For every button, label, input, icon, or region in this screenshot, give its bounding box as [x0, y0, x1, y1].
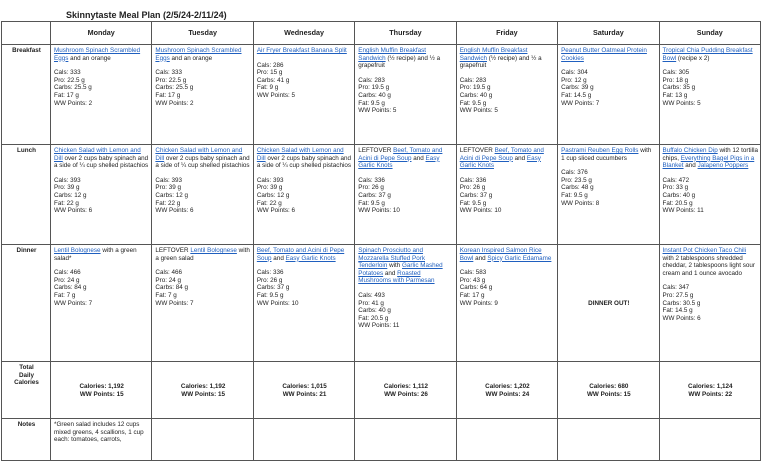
meal-description: [460, 147, 555, 170]
nutrition-stat: WW Points: 7: [54, 299, 93, 307]
nutrition-stat: Carbs: 39 g: [561, 84, 594, 92]
meal-description: [155, 147, 250, 170]
spacer: [257, 55, 352, 62]
nutrition-stat: WW Points: 5: [459, 107, 498, 115]
meal-description: [155, 47, 250, 62]
nutrition-stat: Carbs: 48 g: [561, 184, 594, 192]
nutrition-stat: Fat: 9 g: [256, 84, 279, 92]
nutrition-stat: Carbs: 84 g: [155, 284, 188, 292]
spacer: [663, 170, 758, 177]
recipe-link[interactable]: Buffalo Chicken Dip: [662, 147, 718, 154]
nutrition-stat: Pro: 41 g: [358, 299, 384, 307]
nutrition-stat: Pro: 26 g: [256, 276, 283, 284]
meal-description: [358, 247, 453, 285]
daily-ww-points: WW Points: 22: [688, 390, 733, 398]
nutrition-stat: Pro: 22.5 g: [54, 76, 85, 84]
lunch-cell: [253, 145, 354, 245]
nutrition-stat: WW Points: 10: [459, 207, 502, 215]
spacer: [663, 62, 758, 69]
nutrition-stat: Cals: 333: [155, 69, 183, 77]
nutrition-stat: WW Points: 10: [358, 207, 400, 215]
meal-description: [663, 247, 758, 277]
nutrition-stat: WW Points: 2: [155, 99, 194, 107]
recipe-link[interactable]: Everything Bagel Pigs in a Blanket: [662, 154, 755, 170]
nutrition-stat: Fat: 9.5 g: [358, 199, 385, 207]
meal-text: and an orange: [169, 54, 213, 62]
nutrition-stat: Pro: 39 g: [155, 184, 181, 192]
nutrition-stat: Cals: 333: [54, 69, 81, 77]
nutrition-stat: Pro: 43 g: [459, 276, 486, 284]
nutrition-stat: Fat: 17 g: [54, 91, 79, 99]
row-label-dinner: Dinner: [2, 245, 51, 362]
recipe-link[interactable]: Peanut Butter Oatmeal Protein Cookies: [561, 47, 647, 62]
breakfast-cell: [51, 45, 152, 145]
recipe-link[interactable]: Mushroom Spinach Scrambled Eggs: [155, 47, 242, 62]
meal-text: (½ recipe) and ½ a grapefruit: [459, 54, 542, 70]
nutrition-stat: Pro: 26 g: [459, 184, 486, 192]
meal-text: over 2 cups baby spinach and a side of ¼ cup shelled pistachios: [256, 154, 352, 170]
meal-description: [663, 47, 758, 62]
spacer: [561, 162, 656, 169]
lunch-cell: [659, 145, 760, 245]
recipe-link[interactable]: Lentil Bolognese: [190, 247, 237, 254]
breakfast-row: [2, 45, 761, 145]
nutrition-stat: WW Points: 5: [662, 99, 701, 107]
nutrition-stat: Fat: 7 g: [54, 291, 76, 299]
nutrition-stat: Carbs: 35 g: [662, 84, 696, 92]
daily-calories: Calories: 1,192: [79, 382, 124, 390]
day-header: Friday: [456, 22, 557, 45]
daily-calories: Calories: 1,192: [180, 382, 226, 390]
spacer: [663, 277, 758, 284]
spacer: [155, 262, 250, 269]
row-label-breakfast: Breakfast: [2, 45, 51, 145]
spacer: [460, 170, 555, 177]
nutrition-stat: Carbs: 25.5 g: [54, 84, 92, 92]
day-header: Monday: [51, 22, 152, 45]
row-label-total-line: Total: [19, 364, 34, 371]
row-label-total-line: Daily: [18, 371, 35, 379]
spacer: [155, 170, 250, 177]
meal-text: and: [271, 254, 286, 262]
recipe-link[interactable]: Lentil Bolognese: [54, 247, 101, 254]
day-header: Wednesday: [253, 22, 354, 45]
nutrition-stat: Carbs: 40 g: [358, 307, 391, 315]
corner-cell: [2, 22, 51, 45]
lunch-cell: [51, 145, 152, 245]
nutrition-stat: Carbs: 40 g: [459, 91, 493, 99]
breakfast-cell: [659, 45, 760, 145]
nutrition-stat: Fat: 22 g: [155, 199, 181, 207]
nutrition-stat: WW Points: 6: [54, 207, 93, 215]
day-header: Thursday: [355, 22, 456, 45]
nutrition-stat: Pro: 33 g: [662, 184, 689, 192]
recipe-link[interactable]: English Muffin Breakfast Sandwich: [459, 47, 528, 62]
header-row: [2, 22, 761, 45]
nutrition-stat: Fat: 7 g: [155, 291, 177, 299]
meal-description: [155, 247, 250, 262]
nutrition-stat: Fat: 22 g: [256, 199, 282, 207]
nutrition-stat: Cals: 466: [54, 269, 81, 277]
nutrition-stat: Carbs: 40 g: [662, 191, 696, 199]
dinner-cell: [152, 245, 253, 362]
nutrition-stat: Fat: 17 g: [459, 291, 485, 299]
meal-text: over 2 cups baby spinach and a side of ¼ cup shelled pistachios: [54, 154, 149, 170]
recipe-link[interactable]: Jalapeno Poppers: [697, 162, 749, 170]
meal-description: [257, 47, 352, 55]
breakfast-cell: [456, 45, 557, 145]
spacer: [54, 170, 149, 177]
notes-row: [2, 419, 761, 461]
dinner-cell: [51, 245, 152, 362]
spacer: [460, 70, 555, 77]
spacer: [54, 62, 149, 69]
meal-description: [358, 47, 453, 70]
recipe-link[interactable]: Spinach Prosciutto and Mozzarella Stuffed Pork Tenderloin: [358, 247, 425, 270]
recipe-link[interactable]: Garlic Mashed Potatoes: [358, 262, 443, 277]
meal-text: (recipe x 2): [676, 54, 710, 62]
nutrition-stat: Fat: 14.5 g: [662, 307, 693, 315]
lunch-cell: [456, 145, 557, 245]
daily-calories: Calories: 1,124: [688, 382, 733, 390]
nutrition-stat: Pro: 27.5 g: [662, 291, 694, 299]
meal-text: with 1 cup sliced cucumbers: [561, 147, 652, 162]
nutrition-stat: Pro: 12 g: [561, 76, 587, 84]
lunch-cell: [355, 145, 456, 245]
row-label-lunch: Lunch: [2, 145, 51, 245]
dinner-cell: [659, 245, 760, 362]
meal-text: and: [683, 162, 698, 170]
recipe-link[interactable]: Easy Garlic Knots: [285, 254, 336, 262]
meal-text: with a green salad*: [54, 247, 137, 262]
nutrition-stat: Fat: 22 g: [54, 199, 79, 207]
recipe-link[interactable]: Korean Inspired Salmon Rice Bowl: [459, 247, 542, 262]
dinner-row: [2, 245, 761, 362]
daily-ww-points: WW Points: 21: [282, 390, 327, 398]
daily-ww-points: WW Points: 15: [79, 390, 124, 398]
meal-text: (½ recipe) and ½ a grapefruit: [358, 54, 441, 70]
nutrition-stat: Carbs: 41 g: [256, 76, 290, 84]
meal-description: [460, 247, 555, 262]
meal-text: with: [387, 262, 403, 270]
nutrition-stat: Pro: 18 g: [662, 76, 689, 84]
nutrition-stat: WW Points: 5: [358, 107, 397, 115]
recipe-link[interactable]: Chicken Salad with Lemon and Dill: [155, 147, 243, 162]
dinner-cell: [558, 245, 659, 362]
nutrition-stat: Fat: 9.5 g: [561, 191, 588, 199]
notes-cell: [558, 419, 659, 461]
nutrition-stat: Cals: 393: [155, 176, 183, 184]
daily-ww-points: WW Points: 24: [485, 390, 530, 398]
meal-description: [663, 147, 758, 170]
lunch-cell: [152, 145, 253, 245]
nutrition-stat: WW Points: 9: [459, 299, 498, 307]
meal-description: [54, 147, 149, 170]
spacer: [460, 262, 555, 269]
nutrition-stat: WW Points: 10: [256, 299, 299, 307]
daily-calories: Calories: 680: [589, 382, 629, 390]
nutrition-stat: Pro: 19.5 g: [459, 84, 491, 92]
nutrition-stat: Carbs: 37 g: [358, 191, 391, 199]
recipe-link[interactable]: Easy Garlic Knots: [459, 154, 541, 170]
notes-cell: [456, 419, 557, 461]
dinner-cell: [253, 245, 354, 362]
nutrition-stat: Carbs: 84 g: [54, 284, 87, 292]
meal-text: LEFTOVER: [459, 147, 495, 154]
daily-calories: Calories: 1,202: [485, 382, 530, 390]
recipe-link[interactable]: Chicken Salad with Lemon and Dill: [256, 147, 344, 162]
nutrition-stat: Fat: 20.5 g: [662, 199, 693, 207]
spacer: [358, 285, 453, 292]
nutrition-stat: Pro: 22.5 g: [155, 76, 187, 84]
nutrition-stat: Fat: 20.5 g: [358, 314, 389, 322]
meal-text: LEFTOVER: [358, 147, 394, 154]
day-header: Saturday: [558, 22, 659, 45]
meal-description: [358, 147, 453, 170]
meal-description: [257, 147, 352, 170]
spacer: [561, 62, 656, 69]
nutrition-stat: Fat: 9.5 g: [256, 291, 284, 299]
meal-description: [561, 47, 656, 62]
nutrition-stat: Carbs: 37 g: [256, 284, 290, 292]
nutrition-stat: Cals: 347: [662, 284, 690, 292]
meal-text: LEFTOVER: [155, 247, 191, 254]
meal-text: with 12 tortilla chips,: [662, 147, 758, 162]
breakfast-cell: [152, 45, 253, 145]
nutrition-stat: WW Points: 5: [256, 91, 295, 99]
meal-plan-table: [1, 21, 761, 461]
spacer: [155, 62, 250, 69]
nutrition-stat: Carbs: 64 g: [459, 284, 493, 292]
meal-description: [460, 47, 555, 70]
nutrition-stat: Fat: 9.5 g: [459, 99, 487, 107]
notes-cell: [355, 419, 456, 461]
nutrition-stat: Cals: 336: [459, 176, 487, 184]
meal-text: and: [512, 154, 527, 162]
nutrition-stat: Carbs: 40 g: [358, 91, 391, 99]
meal-text: over 2 cups baby spinach and a side of ¼ cup shelled pistachios: [155, 154, 250, 170]
daily-ww-points: WW Points: 15: [586, 390, 631, 398]
nutrition-stat: WW Points: 6: [662, 314, 701, 322]
daily-total-cell: [558, 362, 659, 419]
meal-text: and: [473, 254, 488, 262]
meal-text: and: [383, 269, 398, 277]
nutrition-stat: WW Points: 11: [358, 322, 400, 330]
nutrition-stat: Fat: 17 g: [155, 91, 181, 99]
nutrition-stat: Pro: 24 g: [155, 276, 181, 284]
nutrition-stat: Cals: 283: [459, 76, 487, 84]
daily-total-cell: [355, 362, 456, 419]
page-title: Skinnytaste Meal Plan (2/5/24-2/11/24): [66, 10, 227, 20]
recipe-link[interactable]: Spicy Garlic Edamame: [487, 254, 552, 262]
notes-cell: [659, 419, 760, 461]
nutrition-stat: Pro: 23.5 g: [561, 176, 592, 184]
nutrition-stat: Pro: 26 g: [358, 184, 384, 192]
spacer: [54, 262, 149, 269]
nutrition-stat: Cals: 583: [459, 269, 487, 277]
lunch-row: [2, 145, 761, 245]
meal-text: and an orange: [68, 54, 111, 62]
row-label-notes: Notes: [2, 419, 51, 461]
nutrition-stat: Pro: 39 g: [256, 184, 283, 192]
recipe-link[interactable]: Instant Pot Chicken Taco Chili: [662, 247, 747, 254]
spacer: [257, 170, 352, 177]
nutrition-stat: Cals: 286: [256, 61, 284, 69]
nutrition-stat: Pro: 24 g: [54, 276, 80, 284]
daily-calories: Calories: 1,015: [282, 382, 327, 390]
nutrition-stat: Cals: 336: [358, 176, 385, 184]
dinner-cell: [355, 245, 456, 362]
day-header: Sunday: [659, 22, 760, 45]
nutrition-stat: Cals: 305: [662, 69, 690, 77]
meal-description: [54, 47, 149, 62]
dinner-cell: [456, 245, 557, 362]
nutrition-stat: WW Points: 8: [561, 199, 600, 207]
nutrition-stat: Cals: 304: [561, 69, 588, 77]
row-label-total: [2, 362, 51, 419]
breakfast-cell: [355, 45, 456, 145]
meal-text: and: [411, 154, 426, 162]
nutrition-stat: Carbs: 12 g: [256, 191, 290, 199]
recipe-link[interactable]: Easy Garlic Knots: [358, 154, 440, 170]
meal-description: [54, 247, 149, 262]
daily-total-cell: [253, 362, 354, 419]
dinner-out-label: DINNER OUT!: [588, 299, 630, 307]
daily-total-cell: [659, 362, 760, 419]
nutrition-stat: WW Points: 6: [155, 207, 194, 215]
nutrition-stat: Cals: 393: [256, 176, 284, 184]
nutrition-stat: WW Points: 2: [54, 99, 93, 107]
day-header: Tuesday: [152, 22, 253, 45]
meal-text: with a green salad: [155, 247, 250, 262]
recipe-link[interactable]: Roasted Mushrooms with Parmesan: [358, 269, 435, 285]
nutrition-stat: Fat: 13 g: [662, 91, 688, 99]
meal-description: [257, 247, 352, 262]
row-label-total-line: Calories: [14, 379, 39, 387]
nutrition-stat: Carbs: 37 g: [459, 191, 493, 199]
daily-ww-points: WW Points: 26: [384, 390, 428, 398]
nutrition-stat: WW Points: 11: [662, 207, 704, 215]
nutrition-stat: Pro: 15 g: [256, 69, 283, 77]
daily-total-cell: [456, 362, 557, 419]
nutrition-stat: Carbs: 12 g: [155, 191, 188, 199]
breakfast-cell: [558, 45, 659, 145]
recipe-link[interactable]: Beef, Tomato and Acini di Pepe Soup: [256, 247, 345, 262]
nutrition-stat: Cals: 376: [561, 169, 588, 177]
nutrition-stat: Carbs: 30.5 g: [662, 299, 701, 307]
nutrition-stat: Cals: 472: [662, 176, 690, 184]
recipe-link[interactable]: Air Fryer Breakfast Banana Split: [256, 47, 347, 54]
nutrition-stat: Pro: 19.5 g: [358, 84, 390, 92]
nutrition-stat: WW Points: 6: [256, 207, 295, 215]
daily-ww-points: WW Points: 15: [181, 390, 225, 398]
total-row: [2, 362, 761, 419]
daily-total-cell: [152, 362, 253, 419]
breakfast-cell: [253, 45, 354, 145]
recipe-link[interactable]: Pastrami Reuben Egg Rolls: [561, 147, 639, 154]
meal-text: with 2 tablespoons shredded cheddar, 2 tablespoons light sour cream and 1 ounce avocado: [662, 254, 755, 277]
nutrition-stat: Pro: 39 g: [54, 184, 80, 192]
nutrition-stat: WW Points: 7: [561, 99, 600, 107]
nutrition-stat: WW Points: 7: [155, 299, 194, 307]
spacer: [257, 262, 352, 269]
meal-description: [561, 147, 656, 162]
recipe-link[interactable]: Chicken Salad with Lemon and Dill: [54, 147, 141, 162]
nutrition-stat: Cals: 393: [54, 176, 81, 184]
nutrition-stat: Carbs: 25.5 g: [155, 84, 194, 92]
recipe-link[interactable]: English Muffin Breakfast Sandwich: [358, 47, 427, 62]
recipe-link[interactable]: Beef, Tomato and Acini di Pepe Soup: [459, 147, 544, 162]
nutrition-stat: Fat: 14.5 g: [561, 91, 592, 99]
spacer: [358, 170, 453, 177]
nutrition-stat: Carbs: 12 g: [54, 191, 87, 199]
nutrition-stat: Cals: 283: [358, 76, 385, 84]
daily-calories: Calories: 1,112: [383, 382, 429, 390]
spacer: [358, 70, 453, 77]
nutrition-stat: Cals: 336: [256, 269, 284, 277]
nutrition-stat: Fat: 9.5 g: [358, 99, 385, 107]
recipe-link[interactable]: Tropical Chia Pudding Breakfast Bowl: [662, 47, 753, 62]
recipe-link[interactable]: Beef, Tomato and Acini di Pepe Soup: [358, 147, 443, 162]
notes-cell: *Green salad includes 12 cups mixed greens, 4 scallions, 1 cup each: tomatoes, carrots,: [51, 419, 152, 461]
notes-cell: [253, 419, 354, 461]
daily-total-cell: [51, 362, 152, 419]
lunch-cell: [558, 145, 659, 245]
nutrition-stat: Fat: 9.5 g: [459, 199, 487, 207]
nutrition-stat: Cals: 466: [155, 269, 183, 277]
nutrition-stat: Cals: 493: [358, 291, 385, 299]
notes-cell: [152, 419, 253, 461]
recipe-link[interactable]: Mushroom Spinach Scrambled Eggs: [54, 47, 141, 62]
